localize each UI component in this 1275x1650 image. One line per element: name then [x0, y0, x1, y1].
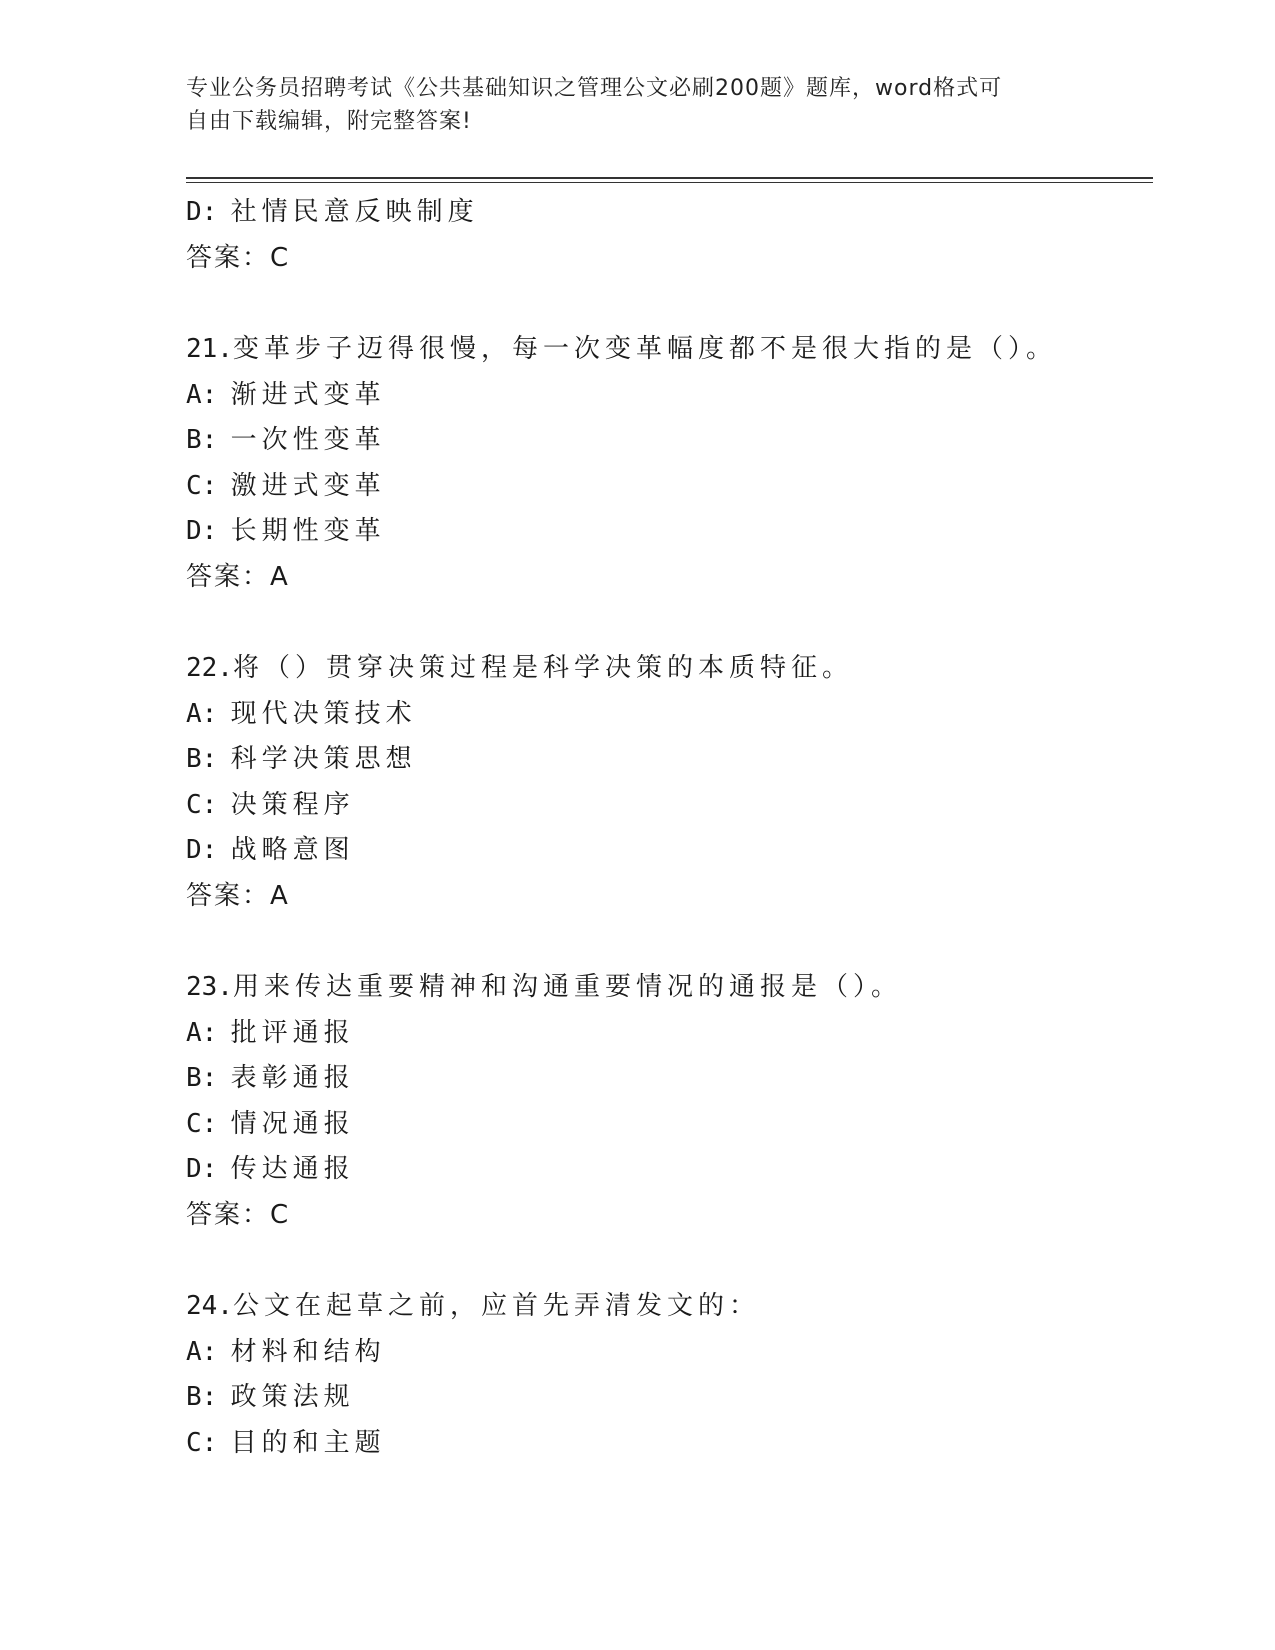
question-stem — [186, 327, 1146, 373]
question-number: 21. — [186, 334, 233, 364]
option-c — [186, 464, 1146, 510]
question-number: 23. — [186, 972, 233, 1002]
spacer — [186, 281, 1146, 327]
option-letter: C: — [186, 1108, 218, 1139]
header-line-2: 自由下载编辑，附完整答案! — [186, 109, 472, 134]
option-text: 情况通报 — [230, 1108, 355, 1139]
spacer — [186, 919, 1146, 965]
option-letter: A: — [186, 698, 218, 729]
option-text: 现代决策技术 — [230, 698, 417, 729]
option-text: 决策程序 — [230, 789, 355, 820]
option-letter: C: — [186, 1427, 218, 1458]
option-text: 传达通报 — [230, 1154, 355, 1184]
option-text: 批评通报 — [230, 1017, 355, 1048]
option-b — [186, 737, 1146, 783]
option-letter: A: — [186, 379, 218, 410]
option-letter: D: — [186, 516, 218, 546]
option-text: 渐进式变革 — [230, 379, 386, 410]
option-letter: B: — [186, 425, 218, 455]
option-letter: A: — [186, 1336, 218, 1367]
option-text: 政策法规 — [230, 1382, 355, 1412]
answer-line: 答案：A — [186, 561, 290, 592]
question-list — [186, 190, 1146, 1466]
option-text: 激进式变革 — [230, 470, 386, 501]
page-header — [186, 72, 1066, 138]
question-stem — [186, 1284, 1146, 1330]
option-letter: A: — [186, 1017, 218, 1048]
spacer — [186, 600, 1146, 646]
answer-line: 答案：C — [186, 242, 291, 273]
option-b — [186, 418, 1146, 464]
question-number: 22. — [186, 653, 233, 683]
option-text: 目的和主题 — [230, 1427, 386, 1458]
option-letter: D: — [186, 835, 218, 865]
question-text: 公文在起草之前，应首先弄清发文的： — [232, 1291, 760, 1321]
option-text: 战略意图 — [230, 835, 355, 865]
question-stem — [186, 965, 1146, 1011]
option-text: 一次性变革 — [230, 425, 386, 455]
option-b — [186, 1375, 1146, 1421]
answer-line: 答案：C — [186, 1199, 291, 1230]
option-c — [186, 783, 1146, 829]
answer-line: 答案：A — [186, 880, 290, 911]
option-d — [186, 828, 1146, 874]
option-text: 科学决策思想 — [230, 744, 417, 774]
question-number: 24. — [186, 1291, 233, 1321]
header-rule-thick — [186, 177, 1153, 179]
option-letter: B: — [186, 1063, 218, 1093]
option-letter: C: — [186, 789, 218, 820]
option-d — [186, 509, 1146, 555]
option-text: 表彰通报 — [230, 1063, 355, 1093]
option-text: 社情民意反映制度 — [230, 197, 479, 227]
option-a — [186, 1330, 1146, 1376]
question-stem — [186, 646, 1146, 692]
option-d — [186, 190, 1146, 236]
option-text: 材料和结构 — [230, 1336, 386, 1367]
option-d — [186, 1147, 1146, 1193]
question-text: 变革步子迈得很慢，每一次变革幅度都不是很大指的是（）。 — [232, 334, 1057, 364]
option-letter: D: — [186, 197, 218, 227]
question-text: 将（）贯穿决策过程是科学决策的本质特征。 — [232, 653, 853, 683]
question-text: 用来传达重要精神和沟通重要情况的通报是（）。 — [232, 972, 902, 1002]
option-a — [186, 373, 1146, 419]
option-letter: C: — [186, 470, 218, 501]
option-a — [186, 692, 1146, 738]
option-text: 长期性变革 — [230, 516, 386, 546]
option-letter: D: — [186, 1154, 218, 1184]
spacer — [186, 1238, 1146, 1284]
option-b — [186, 1056, 1146, 1102]
option-a — [186, 1011, 1146, 1057]
option-c — [186, 1102, 1146, 1148]
option-letter: B: — [186, 744, 218, 774]
header-line-1: 专业公务员招聘考试《公共基础知识之管理公文必刷200题》题库，word格式可 — [186, 76, 1003, 101]
header-rule-thin — [186, 182, 1153, 183]
option-letter: B: — [186, 1382, 218, 1412]
option-c — [186, 1421, 1146, 1467]
